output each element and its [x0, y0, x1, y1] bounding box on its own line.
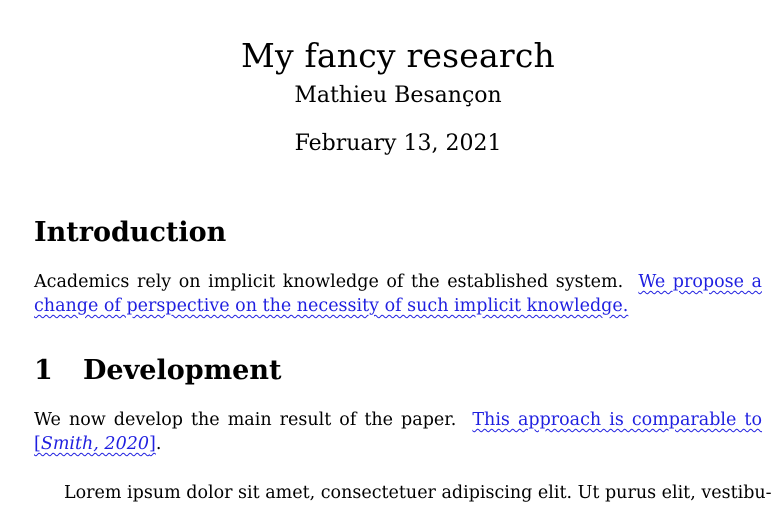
development-plain-text: We now develop the main result of the paper. — [34, 410, 457, 430]
introduction-annotation-part-2[interactable]: change of perspective on the necessity of such implicit knowledge. — [34, 296, 629, 316]
paper-author: Mathieu Besançon — [294, 83, 502, 108]
paper-date: February 13, 2021 — [294, 131, 502, 156]
paper-title: My fancy research — [240, 36, 556, 76]
development-line-1 — [34, 408, 762, 432]
section-heading-introduction — [34, 217, 226, 248]
section-number: 1 — [34, 355, 53, 386]
introduction-line-2 — [34, 294, 762, 318]
introduction-line-1 — [34, 270, 762, 294]
development-paragraph — [34, 408, 762, 456]
lorem-line-1: Lorem ipsum dolor sit amet, consectetuer adipiscing elit. Ut purus elit, vestibu- — [64, 483, 772, 503]
lorem-paragraph — [64, 481, 772, 505]
introduction-paragraph — [34, 270, 762, 318]
citation-text: Smith, 2020 — [40, 434, 149, 454]
citation-link[interactable] — [34, 434, 156, 454]
citation-open-bracket: [ — [34, 434, 41, 454]
development-line-2 — [34, 432, 762, 456]
citation-trailing-period: . — [155, 434, 162, 454]
introduction-annotation-part-1[interactable]: We propose a — [638, 272, 762, 292]
introduction-plain-text: Academics rely on implicit knowledge of the established system. — [34, 272, 624, 292]
development-annotation-part-1[interactable]: This approach is comparable to — [472, 410, 763, 430]
introduction-heading-text: Introduction — [34, 217, 227, 248]
section-heading-development — [34, 355, 281, 386]
citation-close-bracket: ] — [148, 434, 156, 454]
development-heading-text: Development — [83, 355, 282, 386]
